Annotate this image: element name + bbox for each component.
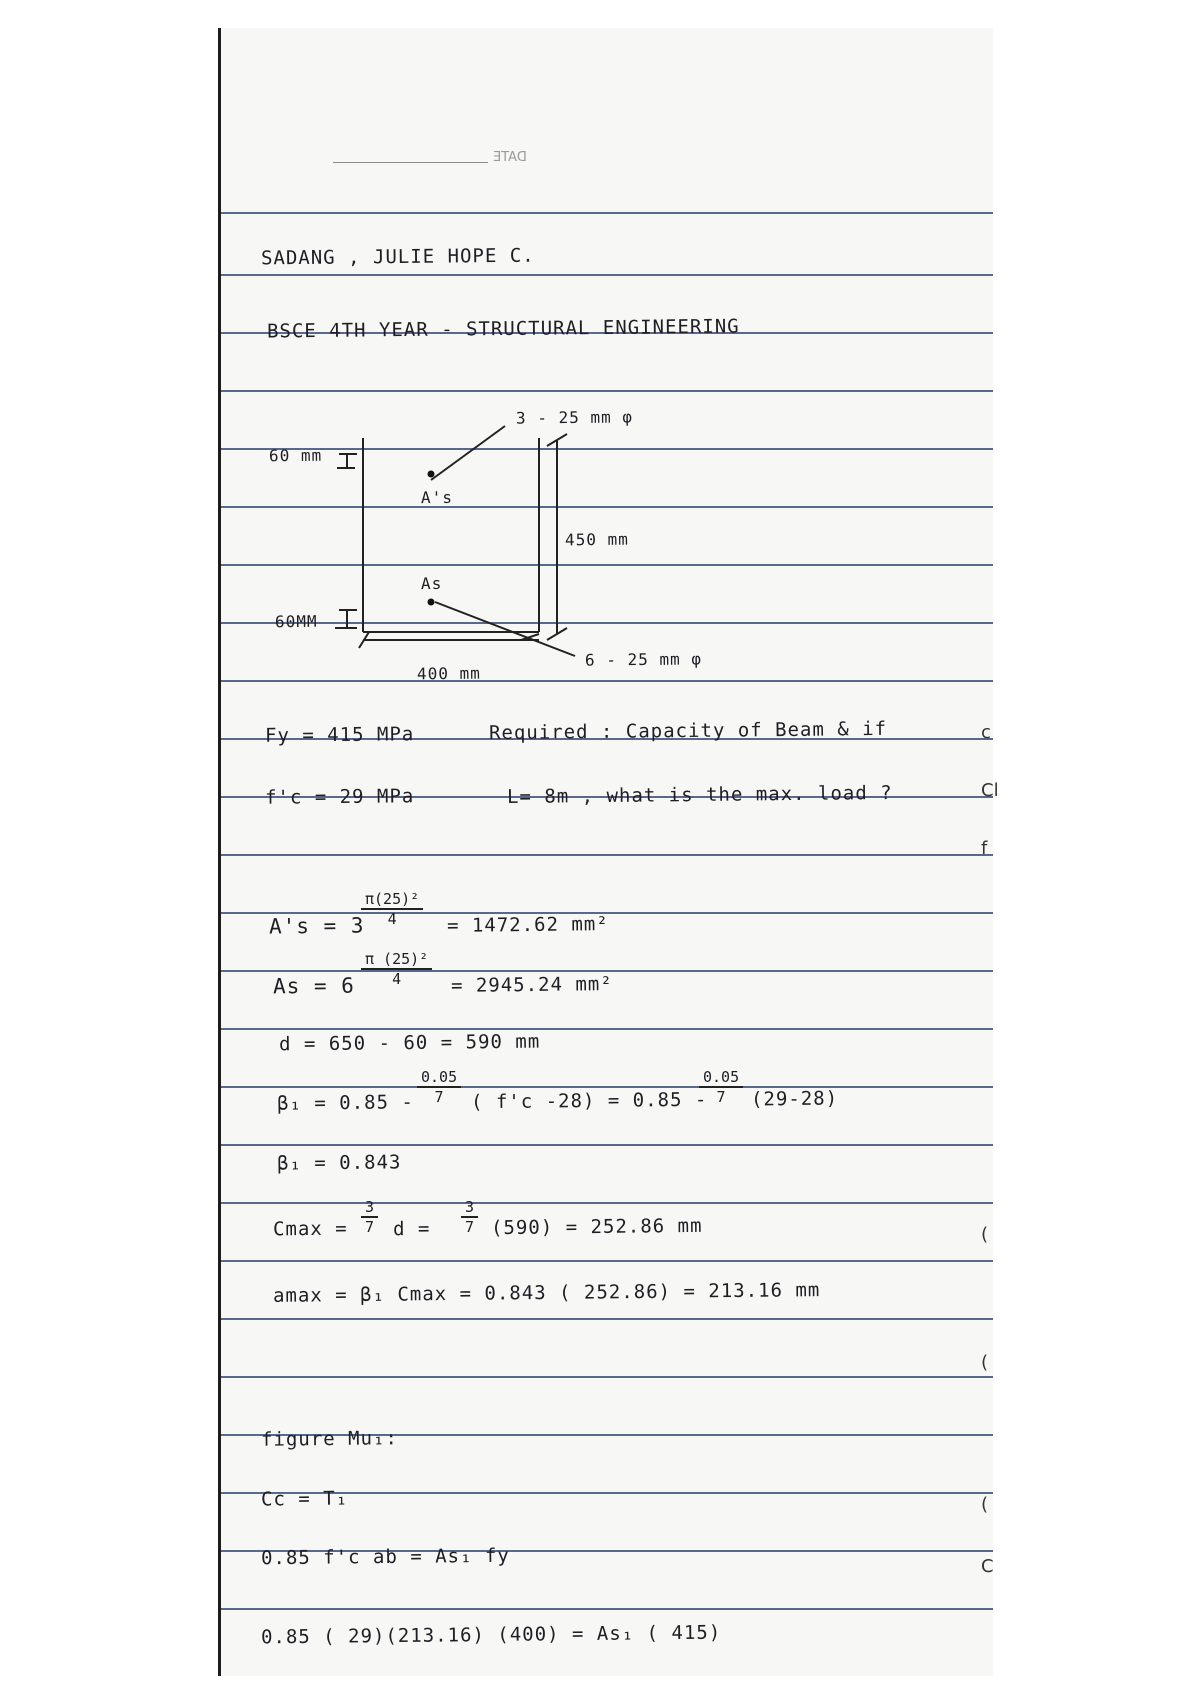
ruled-line <box>221 1318 993 1320</box>
as-prime-lhs: A's = 3 <box>268 913 365 939</box>
cmax-fraction-num: 3 <box>361 1198 378 1218</box>
date-label: DATE <box>493 150 527 165</box>
notebook-page <box>218 28 999 1676</box>
bottom-cover-label: 60MM <box>274 611 318 632</box>
as-prime-denominator: 4 <box>387 910 397 928</box>
d-calc: d = 650 - 60 = 590 mm <box>278 1030 541 1056</box>
beta-fraction-den: 7 <box>434 1088 444 1106</box>
student-name: SADANG , JULIE HOPE C. <box>260 244 535 270</box>
as-prime-numerator: π(25)² <box>361 890 423 910</box>
top-steel-label: A's <box>420 487 454 508</box>
top-bar-leader <box>431 426 505 480</box>
cmax-result: (590) = 252.86 mm <box>490 1214 703 1240</box>
as-fraction <box>361 950 432 988</box>
ruled-line <box>221 1608 993 1610</box>
beta-middle: ( f'c -28) = 0.85 - <box>470 1088 708 1114</box>
ruled-line <box>221 1144 993 1146</box>
top-bars-label: 3 - 25 mm φ <box>515 407 634 428</box>
bottom-rebar <box>428 599 435 606</box>
cmax-fraction2-den: 7 <box>465 1218 475 1236</box>
ruled-line <box>221 1028 993 1030</box>
bottom-bars-label: 6 - 25 mm φ <box>584 649 703 670</box>
equation-substituted: 0.85 ( 29)(213.16) (400) = As₁ ( 415) <box>260 1621 722 1649</box>
bottom-steel-label: As <box>420 573 443 594</box>
beta-lhs: β₁ = 0.85 - <box>276 1091 414 1115</box>
span-text: L= 8m , what is the max. load ? <box>506 781 893 809</box>
solution-heading: figure Mu₁: <box>260 1427 398 1451</box>
cmax-fraction-den: 7 <box>365 1218 375 1236</box>
cmax-fraction <box>361 1198 378 1236</box>
as-result: = 2945.24 mm² <box>450 973 613 997</box>
margin-mark: f <box>981 838 988 859</box>
ruled-line <box>221 1086 993 1088</box>
as-numerator: π (25)² <box>361 950 432 970</box>
beta-fraction <box>417 1068 461 1106</box>
bottom-bar-leader <box>435 602 575 656</box>
beam-section-diagram <box>221 28 993 728</box>
margin-mark: ( <box>981 1224 989 1245</box>
amax-calc: amax = β₁ Cmax = 0.843 ( 252.86) = 213.16 mm <box>272 1279 821 1307</box>
margin-mark: c <box>981 722 991 743</box>
height-label: 450 mm <box>564 529 629 550</box>
cmax-fraction-2 <box>461 1198 478 1236</box>
beta-fraction-num: 0.05 <box>417 1068 461 1088</box>
margin-mark: ( <box>981 1352 989 1373</box>
width-label: 400 mm <box>416 663 481 684</box>
beta-result: β₁ = 0.843 <box>276 1151 402 1175</box>
top-cover-label: 60 mm <box>268 445 323 466</box>
ruled-line <box>221 1376 993 1378</box>
cmax-fraction2-num: 3 <box>461 1198 478 1218</box>
beta-fraction2-num: 0.05 <box>699 1068 743 1088</box>
margin-mark: C <box>981 1556 994 1577</box>
ruled-line <box>221 854 993 856</box>
as-prime-fraction <box>361 890 423 928</box>
ruled-line <box>221 970 993 972</box>
fc-given: f'c = 29 MPa <box>264 785 415 809</box>
as-lhs: As = 6 <box>272 973 355 999</box>
beta-fraction-2 <box>699 1068 743 1106</box>
ruled-line <box>221 1260 993 1262</box>
beta-fraction2-den: 7 <box>716 1088 726 1106</box>
top-rebar <box>428 471 435 478</box>
margin-mark: ( <box>981 1494 989 1515</box>
course-line: BSCE 4TH YEAR - STRUCTURAL ENGINEERING <box>266 315 740 343</box>
as-denominator: 4 <box>392 970 402 988</box>
equation-cc-t1: Cc = T₁ <box>260 1487 349 1511</box>
cmax-lhs: Cmax = <box>272 1217 348 1241</box>
cmax-mid: d = <box>392 1217 431 1241</box>
as-prime-result: = 1472.62 mm² <box>446 913 609 937</box>
ruled-line <box>221 1202 993 1204</box>
equation-force-balance: 0.85 f'c ab = As₁ fy <box>260 1544 510 1570</box>
fy-given: Fy = 415 MPa <box>264 723 415 747</box>
beta-end: (29-28) <box>750 1087 839 1111</box>
margin-mark: Cl <box>981 780 999 801</box>
required-text: Required : Capacity of Beam & if <box>488 717 888 745</box>
